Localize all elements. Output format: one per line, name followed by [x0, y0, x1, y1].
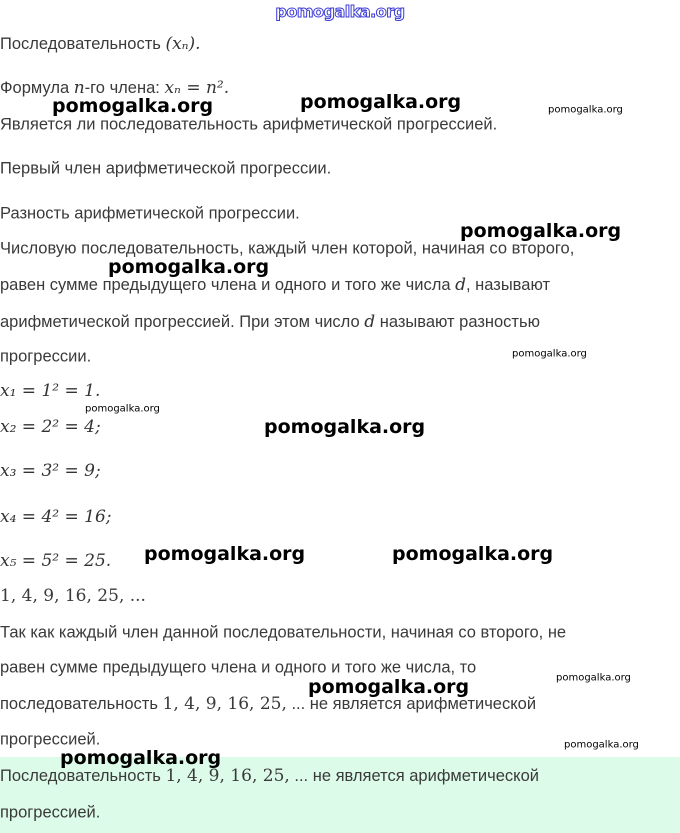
text-segment: Является ли последовательность арифметической прогрессией. — [0, 115, 498, 134]
text-line — [0, 275, 550, 295]
math-expression: d — [455, 275, 466, 295]
math-expression: d — [364, 312, 376, 332]
watermark: pomogalka.org — [564, 739, 639, 751]
watermark: pomogalka.org — [108, 256, 270, 278]
watermark: pomogalka.org — [144, 543, 306, 565]
math-expression: 1, 4, 9, 16, 25, — [162, 694, 287, 714]
text-line — [0, 116, 497, 135]
math-expression: n — [73, 78, 85, 98]
watermark: pomogalka.org — [308, 676, 470, 698]
watermark: pomogalka.org — [512, 348, 587, 360]
text-segment: арифметической прогрессией. При этом число — [0, 313, 365, 331]
text-segment: Так как каждый член данной последовательности, начиная со второго, не — [0, 623, 567, 642]
text-line — [0, 381, 100, 401]
math-expression: (xₙ). — [165, 34, 201, 54]
text-line — [0, 766, 539, 786]
text-line — [0, 659, 476, 678]
watermark: pomogalka.org — [52, 95, 214, 117]
math-expression: 1, 4, 9, 16, 25, — [165, 766, 290, 786]
text-segment: -го члена: — [84, 79, 165, 97]
text-segment: равен сумме предыдущего члена и одного и того же числа, то — [0, 658, 477, 677]
math-expression: x₃ = 3² = 9; — [0, 461, 101, 481]
text-line — [0, 34, 201, 54]
watermark: pomogalka.org — [460, 220, 622, 242]
watermark: pomogalka.org — [556, 672, 631, 684]
text-segment: Числовую последовательность, каждый член которой, начиная со второго, — [0, 239, 575, 258]
text-segment: Разность арифметической прогрессии. — [0, 204, 300, 223]
text-line — [0, 205, 300, 224]
text-line — [0, 160, 331, 179]
math-expression: x₄ = 4² = 16; — [0, 507, 112, 527]
text-line — [0, 240, 574, 259]
header-watermark: pomogalka.org — [275, 2, 405, 21]
watermark: pomogalka.org — [392, 543, 554, 565]
text-line — [0, 312, 540, 332]
math-expression: x₅ = 5² = 25. — [0, 551, 112, 571]
text-segment: прогрессией. — [0, 730, 101, 749]
math-expression: x₂ = 2² = 4; — [0, 417, 101, 437]
watermark: pomogalka.org — [548, 104, 623, 116]
text-segment: ... не является арифметической — [289, 767, 539, 785]
text-segment: прогрессией. — [0, 803, 101, 822]
text-segment: , называют — [465, 276, 551, 294]
watermark: pomogalka.org — [264, 416, 426, 438]
text-segment: называют разностью — [375, 313, 540, 331]
text-line — [0, 507, 112, 527]
text-line — [0, 417, 101, 437]
math-expression: 1, 4, 9, 16, 25, ... — [0, 586, 146, 606]
text-segment: Первый член арифметической прогрессии. — [0, 159, 332, 178]
text-segment: Формула — [0, 79, 74, 97]
text-segment: последовательность — [0, 695, 163, 713]
text-line — [0, 804, 100, 823]
text-line — [0, 551, 111, 571]
math-expression: x₁ = 1² = 1. — [0, 381, 101, 401]
text-line — [0, 624, 566, 643]
text-segment: равен сумме предыдущего члена и одного и того же числа — [0, 276, 456, 294]
watermark: pomogalka.org — [60, 747, 222, 769]
watermark: pomogalka.org — [300, 91, 462, 113]
text-line — [0, 586, 146, 606]
text-line — [0, 461, 101, 481]
math-expression: xₙ = n². — [164, 78, 230, 98]
text-line — [0, 348, 91, 367]
text-segment: прогрессии. — [0, 347, 92, 366]
text-segment: Последовательность — [0, 35, 166, 53]
watermark: pomogalka.org — [85, 403, 160, 415]
text-segment: ... не является арифметической — [286, 695, 537, 713]
text-segment: Последовательность — [0, 767, 166, 785]
